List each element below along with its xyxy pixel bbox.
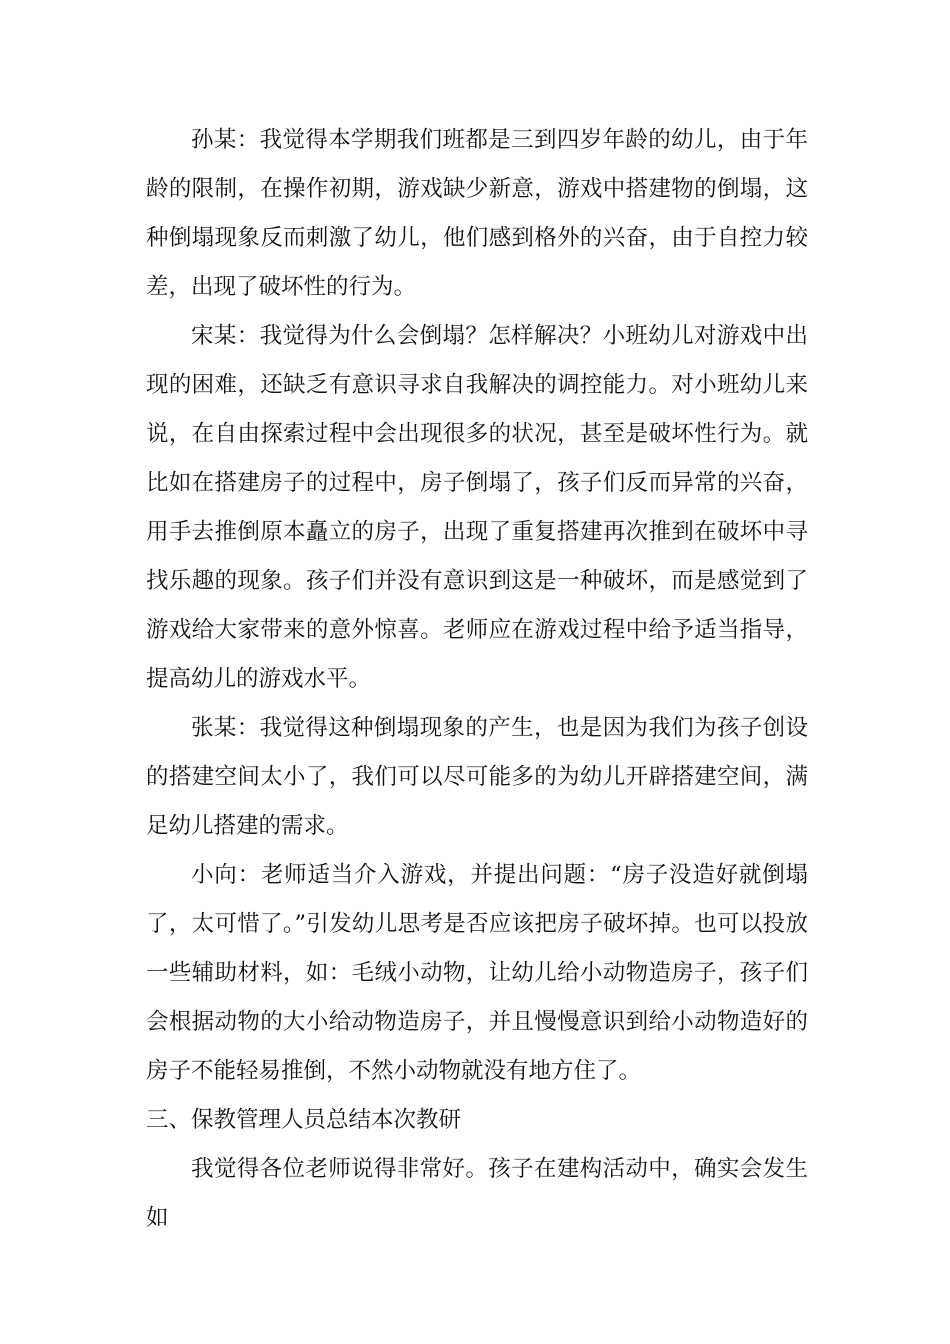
document-body xyxy=(146,116,808,1243)
paragraph-xiaoxiang: 小向：老师适当介入游戏，并提出问题：“房子没造好就倒塌了，太可惜了。”引发幼儿思考是否应该把房子破坏掉。也可以投放一些辅助材料，如：毛绒小动物，让幼儿给小动物造房子，孩子们会根据动物的大小给动物造房子，并且慢慢意识到给小动物造好的房子不能轻易推倒，不然小动物就没有地方住了。 xyxy=(146,862,808,1084)
paragraph-zhang: 张某：我觉得这种倒塌现象的产生，也是因为我们为孩子创设的搭建空间太小了，我们可以尽可能多的为幼儿开辟搭建空间，满足幼儿搭建的需求。 xyxy=(146,715,808,839)
paragraph-song: 宋某：我觉得为什么会倒塌？怎样解决？小班幼儿对游戏中出现的困难，还缺乏有意识寻求自我解决的调控能力。对小班幼儿来说，在自由探索过程中会出现很多的状况，甚至是破坏性行为。就比如在搭建房子的过程中，房子倒塌了，孩子们反而异常的兴奋，用手去推倒原本矗立的房子，出现了重复搭建再次推到在破坏中寻找乐趣的现象。孩子们并没有意识到这是一种破坏，而是感觉到了游戏给大家带来的意外惊喜。老师应在游戏过程中给予适当指导，提高幼儿的游戏水平。 xyxy=(146,323,808,692)
paragraph-summary: 我觉得各位老师说得非常好。孩子在建构活动中，确实会发生如 xyxy=(146,1156,808,1231)
section-heading: 三、保教管理人员总结本次教研 xyxy=(146,1107,462,1133)
paragraph-sun: 孙某：我觉得本学期我们班都是三到四岁年龄的幼儿，由于年龄的限制，在操作初期，游戏缺少新意，游戏中搭建物的倒塌，这种倒塌现象反而刺激了幼儿，他们感到格外的兴奋，由于自控力较差，出现了破坏性的行为。 xyxy=(146,127,808,300)
